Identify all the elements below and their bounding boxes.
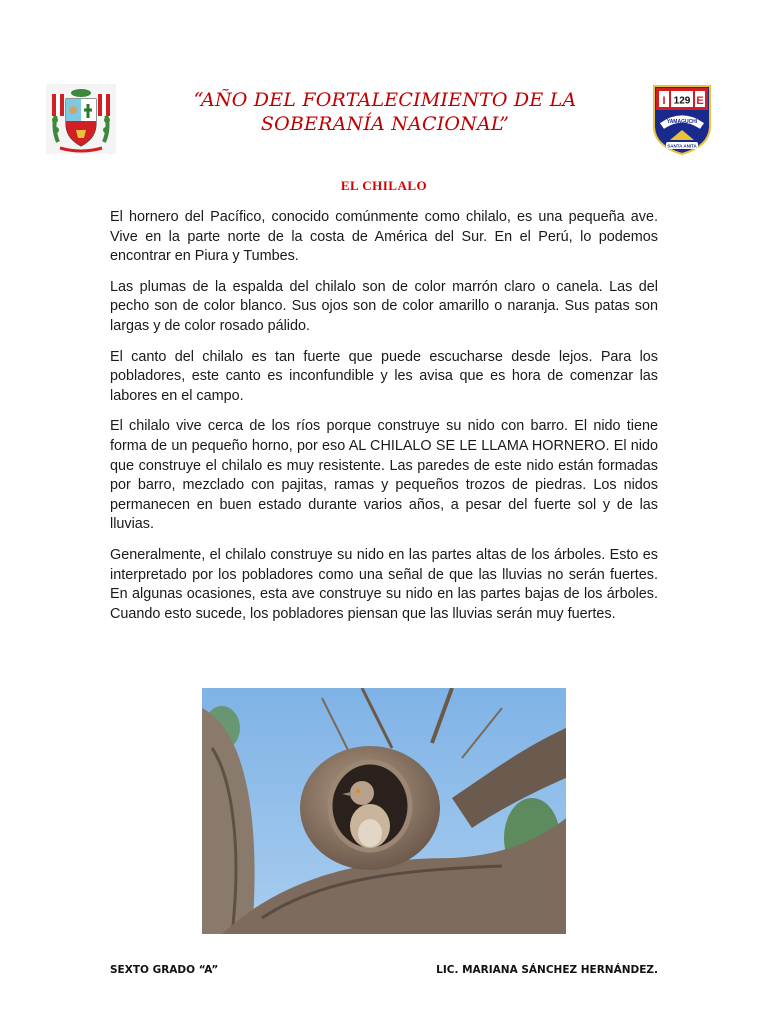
page-header <box>0 80 768 160</box>
hornero-nest-photo <box>202 688 566 934</box>
paragraph-2: Las plumas de la espalda del chilalo son de color marrón claro o canela. Las del pecho son de color blanco. Sus ojos son de color amarillo o naranja. Sus patas son largas y de color rosado pálido. <box>110 278 658 334</box>
document-body <box>110 208 658 635</box>
footer-teacher: LIC. MARIANA SÁNCHEZ HERNÁNDEZ. <box>436 964 658 976</box>
badge-band-text: YAMAGUCHI <box>666 119 698 125</box>
paragraph-3: El canto del chilalo es tan fuerte que puede escucharse desde lejos. Para los pobladores, este canto es inconfundible y les avisa que es hora de comenzar las labores en el campo. <box>110 348 658 404</box>
badge-bottom-text: SANTA ANITA <box>667 143 697 149</box>
paragraph-1: El hornero del Pacífico, conocido comúnmente como chilalo, es una pequeña ave. Vive en la parte norte de la costa de América del Sur. En el Perú, lo podemos encontrar en Piura y Tumbes. <box>110 209 658 265</box>
header-title: “AÑO DEL FORTALECIMIENTO DE LA SOBERANÍA NACIONAL” <box>193 89 577 135</box>
badge-left-letter: I <box>662 95 666 107</box>
peru-coat-of-arms-icon <box>46 84 116 154</box>
footer-grade: SEXTO GRADO “A” <box>110 964 219 976</box>
paragraph-4: El chilalo vive cerca de los ríos porque construye su nido con barro. El nido tiene forma de un pequeño horno, por eso AL CHILALO SE LE LLAMA HORNERO. El nido que construye el chilalo es muy resistente. Las paredes de este nido están formadas por barro, mezclado con pajitas, ramas y pequeños trozos de piedras. Los nidos permanecen en buen estado durante varios años, a pesar del fuerte sol y de las lluvias. <box>110 418 658 533</box>
document-title: EL CHILALO <box>340 178 428 193</box>
paragraph-5: Generalmente, el chilalo construye su nido en las partes altas de los árboles. Esto es interpretado por los pobladores como una señal de que las lluvias no serán fuertes. En algunas ocasiones, esta ave construye su nido en las partes bajas de los árboles. Cuando esto sucede, los pobladores piensan que las lluvias serán muy fuertes. <box>110 546 658 622</box>
badge-right-letter: E <box>696 95 704 107</box>
school-badge-icon <box>648 82 716 156</box>
badge-number: 129 <box>673 95 691 107</box>
